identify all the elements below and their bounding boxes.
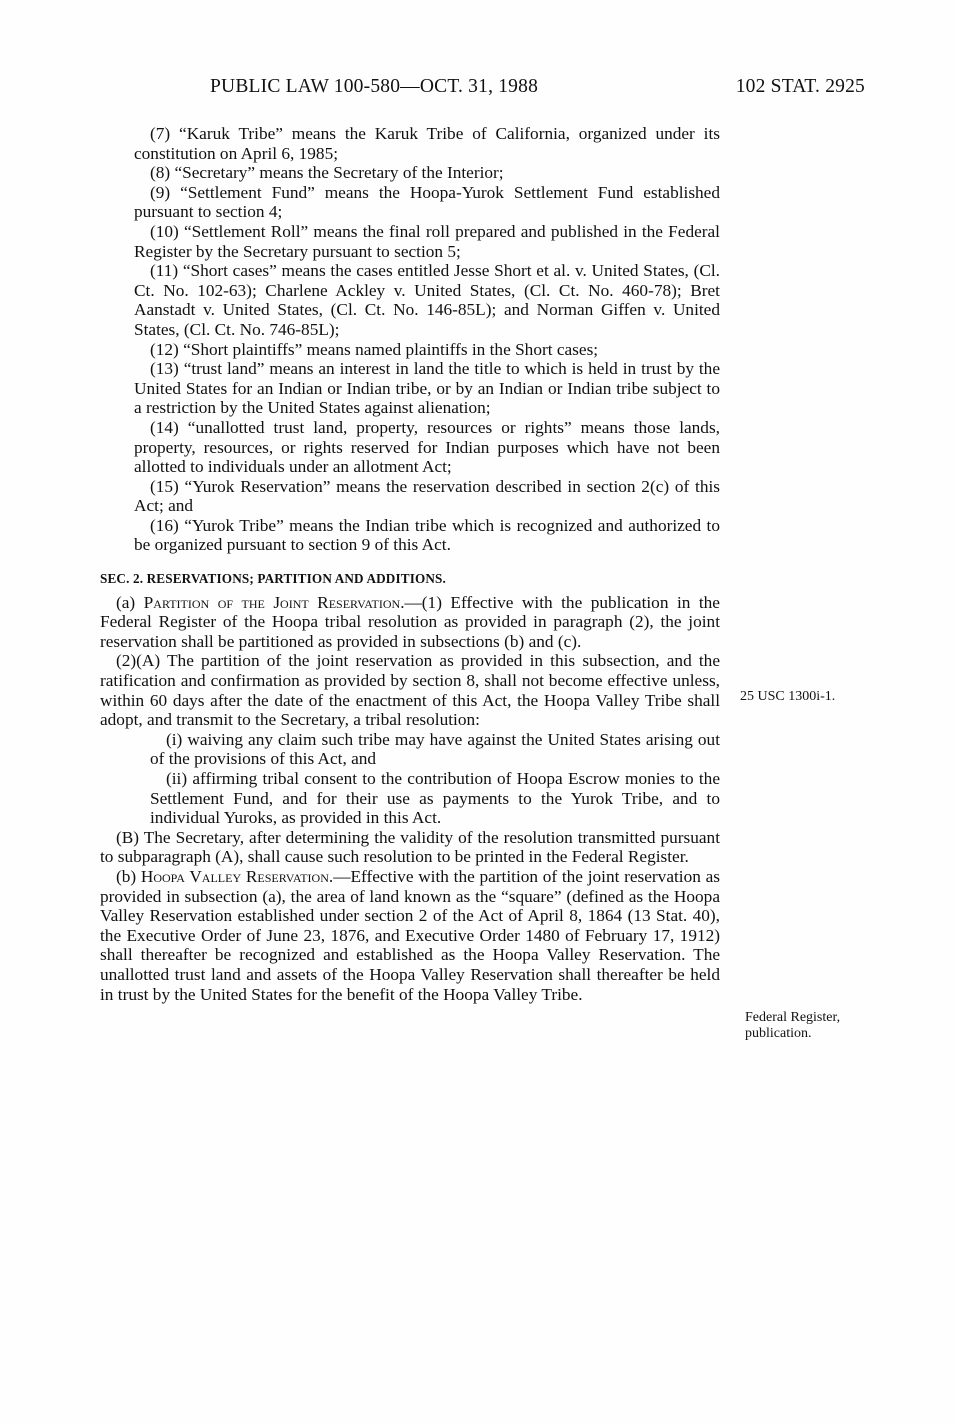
definition-item: (10) “Settlement Roll” means the final roll prepared and published in the Federal Register by the Secretary pursuant to section 5; <box>134 221 720 261</box>
subsection-b-heading: Hoopa Valley Reservation <box>140 866 329 886</box>
margin-note-federal-register: Federal Register, publication. <box>745 1010 841 1041</box>
definitions-list <box>100 124 720 555</box>
definition-item: (11) “Short cases” means the cases entitled Jesse Short et al. v. United States, (Cl. Ct. No. 102-63); Charlene Ackley v. United States, (Cl. Ct. No. 460-78); Bret Aanstadt v. United States, (Cl. Ct. No. 146-85L); and Norman Giffen v. United States, (Cl. Ct. No. 746-85L); <box>134 261 720 339</box>
definition-item: (7) “Karuk Tribe” means the Karuk Tribe of California, organized under its constitution on April 6, 1985; <box>134 124 720 163</box>
page-header <box>100 76 865 106</box>
paragraph-a2: (2)(A) The partition of the joint reservation as provided in this subsection, and the ratification and confirmation as provided by section 8, shall not become effective unless, within 60 days after the date of the enactment of this Act, the Hoopa Valley Tribe shall adopt, and transmit to the Secretary, a tribal resolution: <box>100 651 720 730</box>
header-title: PUBLIC LAW 100-580—OCT. 31, 1988 <box>210 76 539 97</box>
clause-i: (i) waiving any claim such tribe may have against the United States arising out of the provisions of this Act, and <box>150 729 720 769</box>
subsection-a-label: (a) <box>116 592 144 612</box>
header-stat-citation: 102 STAT. 2925 <box>735 76 865 97</box>
subsection-b-text: .—Effective with the partition of the joint reservation as provided in subsection (a), the area of land known as the “square” (defined as the Hoopa Valley Reservation established under section 2 of the Act of April 8, 1864 (13 Stat. 40), the Executive Order of June 23, 1876, and Executive Order 1480 of February 17, 1912) shall thereafter be recognized and established as the Hoopa Valley Reservation. The unallotted trust land and assets of the Hoopa Valley Reservation shall thereafter be held in trust by the United States for the benefit of the Hoopa Valley Tribe. <box>100 866 720 1004</box>
definition-item: (15) “Yurok Reservation” means the reservation described in section 2(c) of this Act; and <box>134 476 720 516</box>
subsection-b-label: (b) <box>116 866 141 886</box>
subparagraph-b: (B) The Secretary, after determining the validity of the resolution transmitted pursuant to subparagraph (A), shall cause such resolution to be printed in the Federal Register. <box>100 827 720 867</box>
subsection-a-heading: Partition of the Joint Reservation <box>143 592 401 612</box>
clause-ii: (ii) affirming tribal consent to the contribution of Hoopa Escrow monies to the Settlement Fund, and for their use as payments to the Yurok Tribe, and to individual Yuroks, as provided in this Act. <box>150 769 720 828</box>
subsection-a-text: .—(1) Effective with the publication in the Federal Register of the Hoopa tribal resolution as provided in paragraph (2), the joint reservation shall be partitioned as provided in subsections (b) and (c). <box>100 592 720 651</box>
body-text <box>100 124 720 1004</box>
definition-item: (14) “unallotted trust land, property, resources or rights” means those lands, property, resources, or rights reserved for Indian purposes which have not been allotted to individuals under an allotment Act; <box>134 417 720 477</box>
subsection-b <box>100 867 720 1004</box>
definition-item: (8) “Secretary” means the Secretary of the Interior; <box>150 163 504 183</box>
definition-item: (16) “Yurok Tribe” means the Indian tribe which is recognized and authorized to be organized pursuant to section 9 of this Act. <box>134 515 720 555</box>
subsection-a <box>100 593 720 652</box>
definition-item: (12) “Short plaintiffs” means named plaintiffs in the Short cases; <box>150 339 599 359</box>
section-heading: SEC. 2. RESERVATIONS; PARTITION AND ADDITIONS. <box>100 571 446 587</box>
margin-note-usc-citation: 25 USC 1300i-1. <box>740 689 836 704</box>
definition-item: (9) “Settlement Fund” means the Hoopa-Yurok Settlement Fund established pursuant to section 4; <box>134 182 720 222</box>
definition-item: (13) “trust land” means an interest in land the title to which is held in trust by the United States for an Indian or Indian tribe, or by an Indian or Indian tribe subject to a restriction by the United States against alienation; <box>134 359 720 418</box>
